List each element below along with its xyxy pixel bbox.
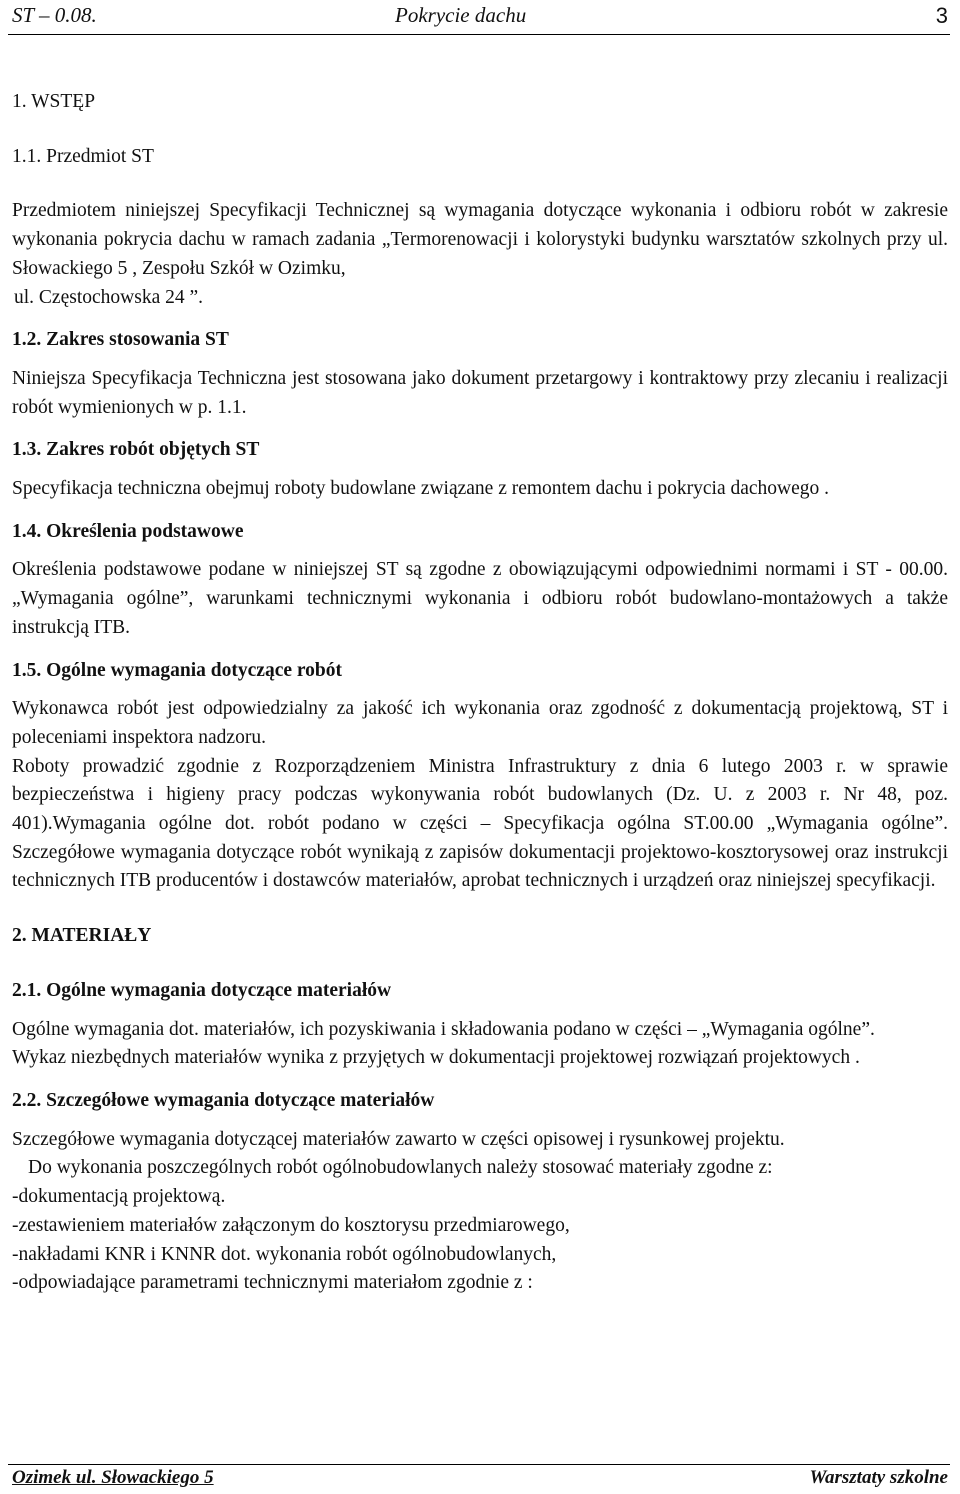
- section-1-1-heading: 1.1. Przedmiot ST: [12, 145, 154, 167]
- section-2-1-text-b: Wykaz niezbędnych materiałów wynika z przyjętych w dokumentacji projektowej rozwiązań projektowych .: [12, 1047, 860, 1069]
- section-1-1-text-end: ul. Częstochowska 24 ”.: [14, 286, 204, 308]
- document-body: [12, 88, 948, 1298]
- section-2-1-text-a: Ogólne wymagania dot. materiałów, ich pozyskiwania i składowania podano w części – „Wymagania ogólne”.: [12, 1018, 875, 1040]
- section-1-heading: 1. WSTĘP: [12, 91, 96, 112]
- section-1-5-heading: 1.5. Ogólne wymagania dotyczące robót: [12, 659, 343, 681]
- materials-list-item: -nakładami KNR i KNNR dot. wykonania robót ogólnobudowlanych,: [12, 1243, 557, 1265]
- materials-list-intro: Do wykonania poszczególnych robót ogólnobudowlanych należy stosować materiały zgodne z:: [28, 1157, 773, 1179]
- header-spec-title: Pokrycie dachu: [395, 3, 527, 27]
- materials-list-item: -dokumentacją projektową.: [12, 1186, 226, 1208]
- materials-list-item: -zestawieniem materiałów załączonym do kosztorysu przedmiarowego,: [12, 1214, 570, 1236]
- section-2-heading: 2. MATERIAŁY: [12, 925, 152, 947]
- footer-address: Ozimek ul. Słowackiego 5: [12, 1467, 214, 1488]
- section-1-3-text: Specyfikacja techniczna obejmuj roboty budowlane związane z remontem dachu i pokrycia dachowego .: [12, 478, 830, 500]
- section-1-2-text: Niniejsza Specyfikacja Techniczna jest stosowana jako dokument przetargowy i kontraktowy przy zlecaniu i realizacji robót wymienionych w p. 1.1.: [12, 367, 948, 418]
- section-1-4-text: Określenia podstawowe podane w niniejszej ST są zgodne z obowiązującymi odpowiednimi normami i ST - 00.00. „Wymagania ogólne”, warunkami technicznymi wykonania i odbioru robót budowlano-montażowych a także instrukcją ITB.: [12, 559, 948, 638]
- section-1-1-text: Przedmiotem niniejszej Specyfikacji Technicznej są wymagania dotyczące wykonania i odbioru robót w zakresie wykonania pokrycia dachu w ramach zadania „Termorenowacji i kolorystyki budynku warsztatów szkolnych przy ul. Słowackiego 5 , Zespołu Szkół w Ozimku,: [12, 200, 948, 279]
- materials-list-item: -odpowiadające parametrami technicznymi materiałom zgodnie z :: [12, 1272, 533, 1294]
- section-2-2-text: Szczegółowe wymagania dotyczącej materiałów zawarto w części opisowej i rysunkowej projektu.: [12, 1128, 785, 1150]
- section-1-4-heading: 1.4. Określenia podstawowe: [12, 520, 244, 542]
- section-1-3-heading: 1.3. Zakres robót objętych ST: [12, 439, 260, 461]
- section-1-2-heading: 1.2. Zakres stosowania ST: [12, 329, 229, 351]
- section-2-2-heading: 2.2. Szczegółowe wymagania dotyczące materiałów: [12, 1089, 435, 1111]
- page-header: [8, 0, 950, 35]
- section-1-5-text-a: Wykonawca robót jest odpowiedzialny za jakość ich wykonania oraz zgodność z dokumentacją projektową, ST i poleceniami inspektora nadzoru.: [12, 698, 948, 748]
- section-1-5-text-b: Roboty prowadzić zgodnie z Rozporządzeniem Ministra Infrastruktury z dnia 6 lutego 2003 r. w sprawie bezpieczeństwa i higieny pracy podczas wykonywania robót budowlanych (Dz. U. z 2003 r. Nr 48, poz. 401).Wymagania ogólne dot. robót podano w części – Specyfikacja ogólna ST.00.00 „Wymagania ogólne”. Szczegółowe wymagania dotyczące robót wynikają z zapisów dokumentacji projektowo-kosztorysowej oraz instrukcji technicznych ITB producentów i dostawców materiałów, aprobat technicznych i urządzeń oraz niniejszej specyfikacji.: [12, 755, 948, 892]
- header-spec-code: ST – 0.08.: [12, 3, 97, 27]
- page-number: 3: [935, 3, 948, 28]
- section-2-1-heading: 2.1. Ogólne wymagania dotyczące materiałów: [12, 979, 392, 1001]
- page-footer: [8, 1464, 950, 1488]
- footer-building: Warsztaty szkolne: [809, 1467, 948, 1488]
